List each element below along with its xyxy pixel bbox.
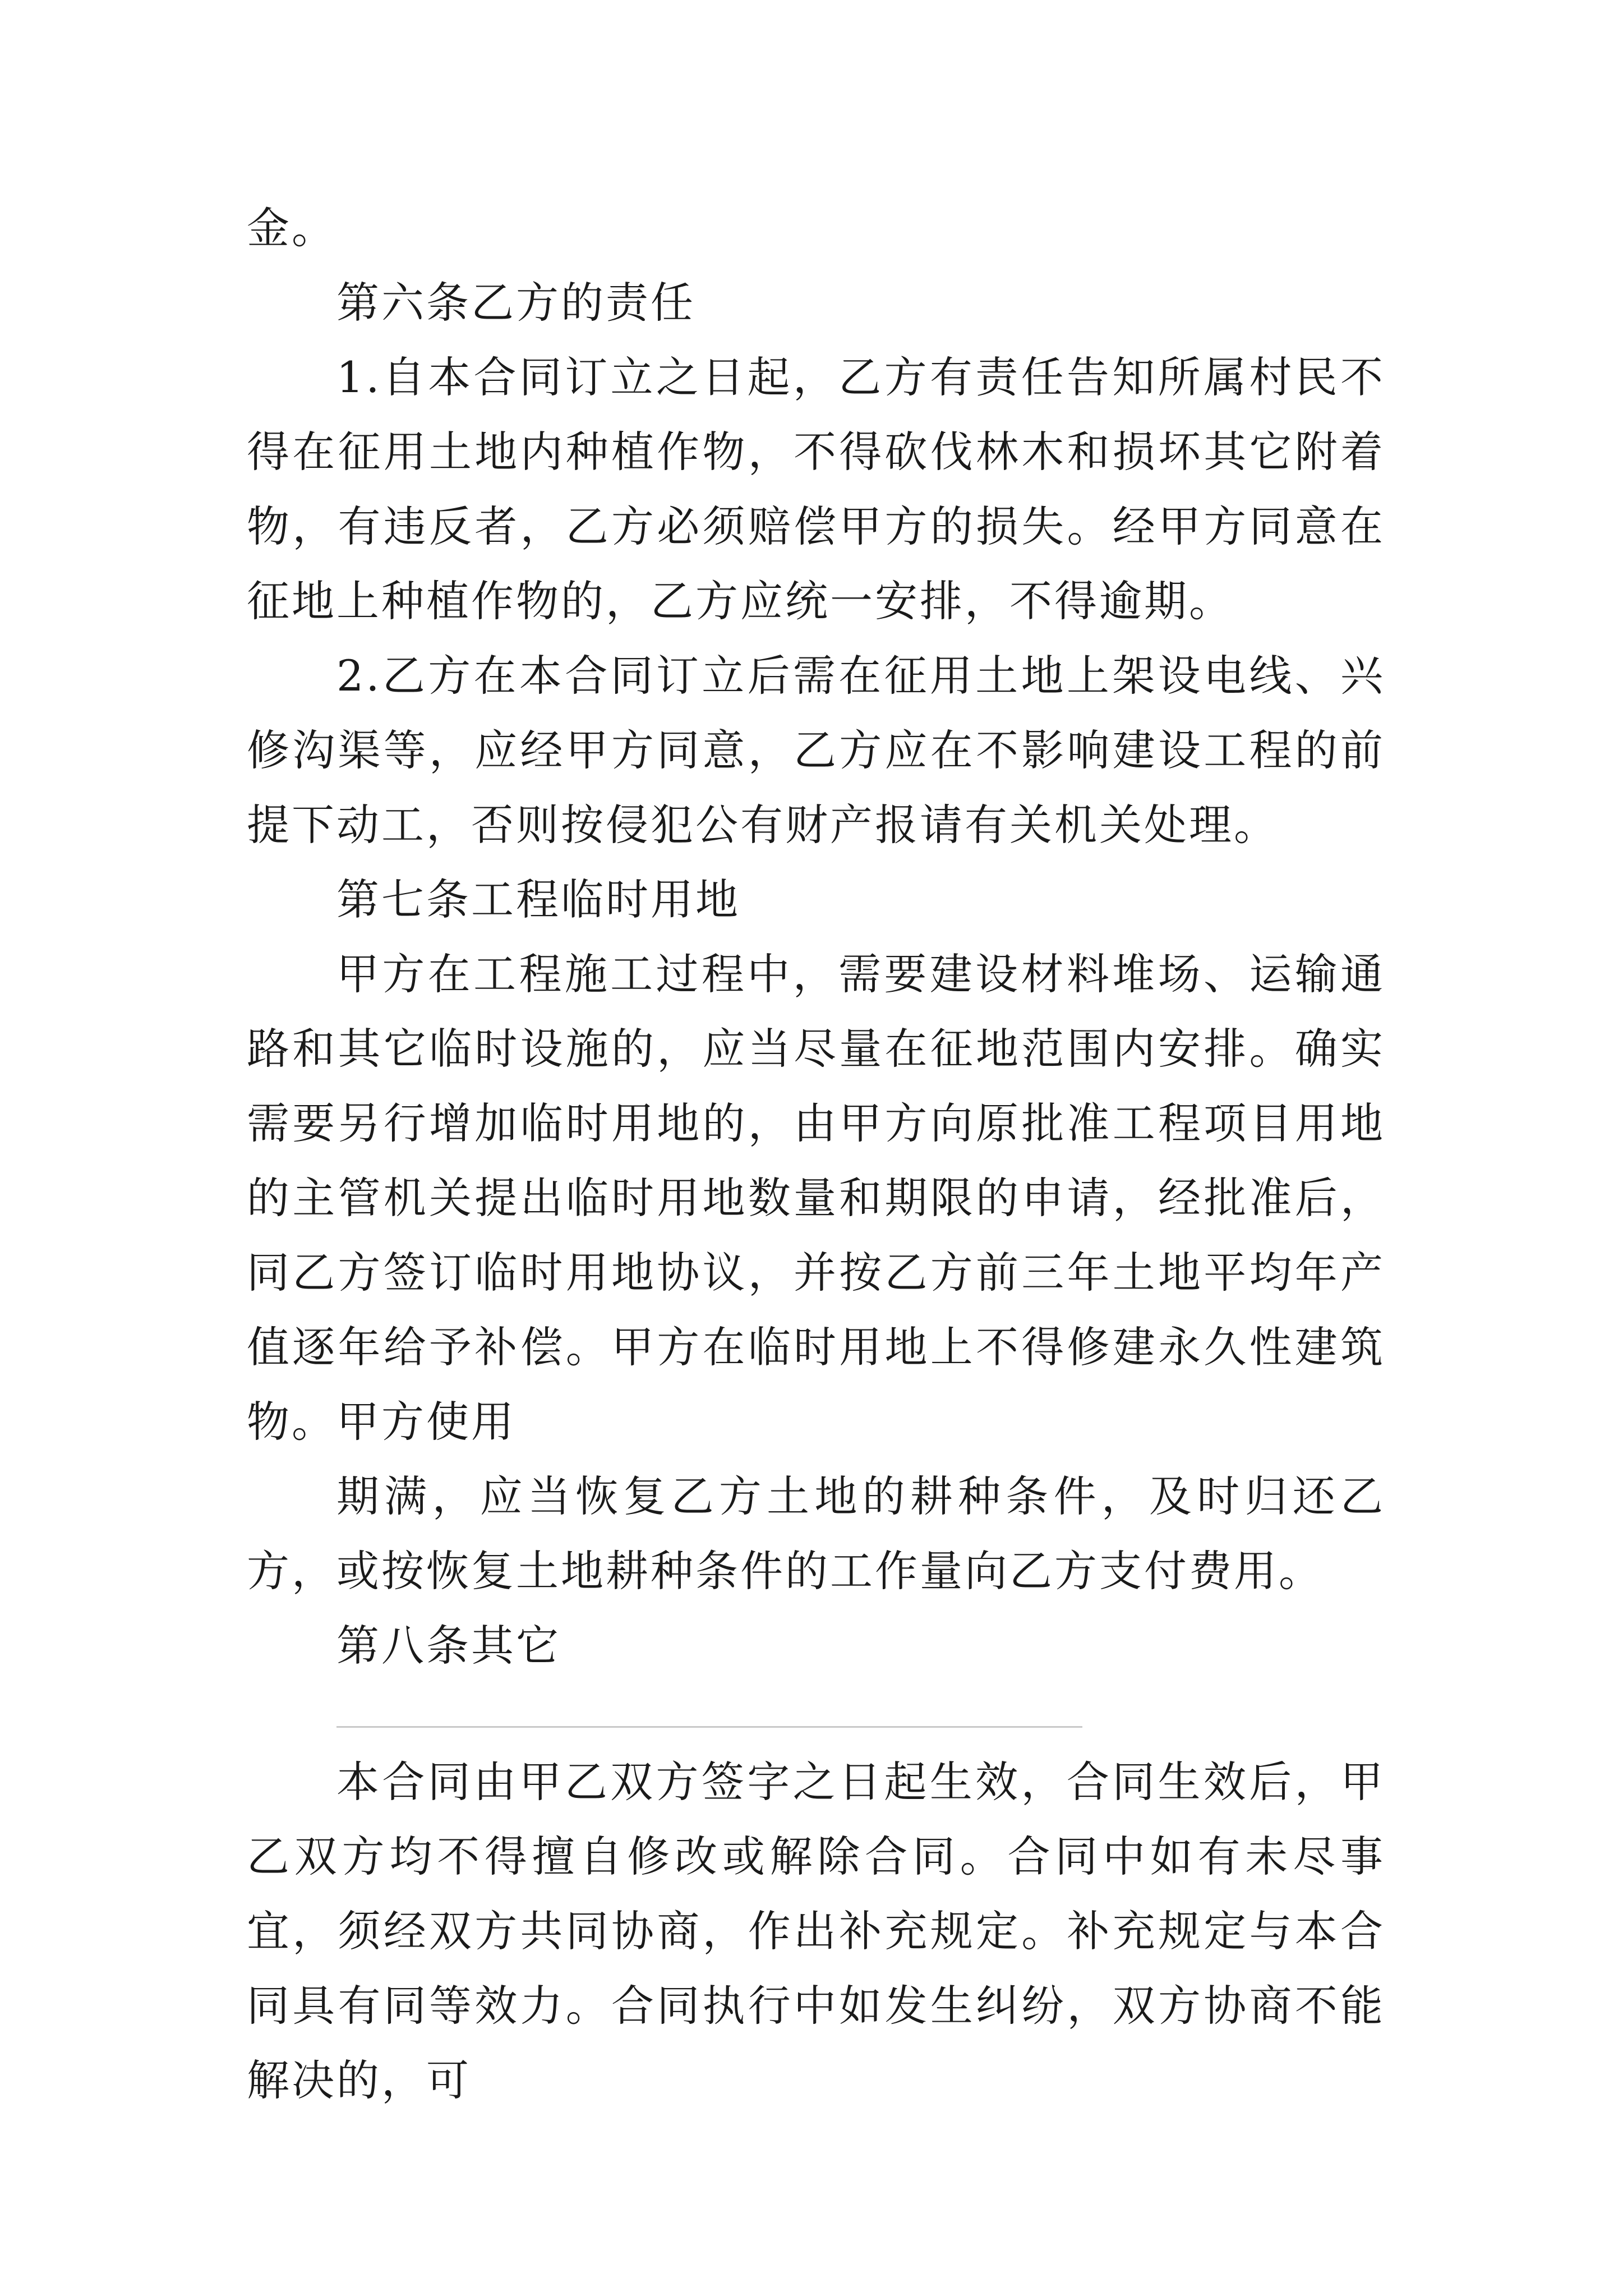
article-6-heading: 第六条乙方的责任 xyxy=(336,278,695,328)
article-7-paragraph-1: 甲方在工程施工过程中，需要建设材料堆场、运输通路和其它临时设施的，应当尽量在征地范围内安排。确实需要另行增加临时用地的，由甲方向原批准工程项目用地的主管机关提出临时用地数量和期限的申请，经批准后，同乙方签订临时用地协议，并按乙方前三年土地平均年产值逐年给予补偿。甲方在临时用地上不得修建永久性建筑物。甲方使用 xyxy=(247,949,1385,1447)
paragraph-continuation: 金。 xyxy=(247,203,336,253)
page-divider xyxy=(336,1726,1082,1728)
article-7-paragraph-2: 期满，应当恢复乙方土地的耕种条件，及时归还乙方，或按恢复土地耕种条件的工作量向乙方支付费用。 xyxy=(247,1471,1385,1596)
document-body xyxy=(247,191,1385,1683)
article-8-paragraph-1: 本合同由甲乙双方签字之日起生效，合同生效后，甲乙双方均不得擅自修改或解除合同。合同中如有未尽事宜，须经双方共同协商，作出补充规定。补充规定与本合同具有同等效力。合同执行中如发生纠纷，双方协商不能解决的，可 xyxy=(247,1757,1385,2105)
article-8-heading: 第八条其它 xyxy=(336,1621,561,1671)
article-7-heading: 第七条工程临时用地 xyxy=(336,875,740,924)
article-6-clause-1: 1.自本合同订立之日起，乙方有责任告知所属村民不得在征用土地内种植作物，不得砍伐林木和损坏其它附着物，有违反者，乙方必须赔偿甲方的损失。经甲方同意在征地上种植作物的，乙方应统一安排，不得逾期。 xyxy=(247,352,1385,626)
document-body-continued xyxy=(247,1745,1385,2118)
article-6-clause-2: 2.乙方在本合同订立后需在征用土地上架设电线、兴修沟渠等，应经甲方同意，乙方应在不影响建设工程的前提下动工，否则按侵犯公有财产报请有关机关处理。 xyxy=(247,651,1385,850)
